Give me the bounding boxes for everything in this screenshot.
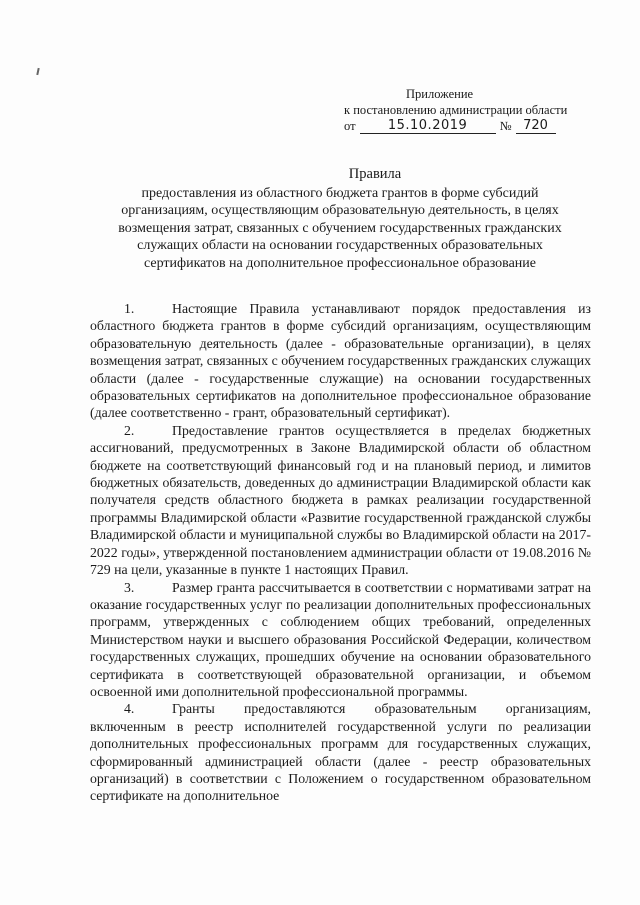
resolution-date: 15.10.2019 <box>360 119 496 134</box>
appendix-date-number-line <box>344 118 589 134</box>
from-label: от <box>344 119 356 133</box>
paragraph-number: 2. <box>124 422 135 438</box>
paragraph-number: 1. <box>124 301 135 316</box>
paragraph-4 <box>90 700 591 804</box>
paragraph-number: 3. <box>124 579 135 595</box>
document-body <box>90 300 591 805</box>
paragraph-text: Гранты предоставляются образовательным организациям, включенным в реестр исполнителей государственной услуги по реализации дополнительных профессиональных программ для государственных служащих, сформированный администрацией области (далее - реестр образовательных организаций) в соответствии с Положением о государственном образовательном сертификате на дополнительное <box>90 701 591 804</box>
scan-speck <box>36 68 39 75</box>
paragraph-text: Предоставление грантов осуществляется в пределах бюджетных ассигнований, предусмотренных в Законе Владимирской области об областном бюджете на соответствующий финансовый год и на плановый период, и лимитов бюджетных обязательств, доведенных до администрации Владимирской области как получателя средств областного бюджета в рамках реализации государственной программы Владимирской области «Развитие государственной гражданской службы Владимирской области и муниципальной службы во Владимирской области на 2017-2022 годы», утвержденной постановлением администрации области от 19.08.2016 № 729 на цели, указанные в пункте 1 настоящих Правил. <box>90 422 591 578</box>
paragraph-text: Настоящие Правила устанавливают порядок предоставления из областного бюджета грантов в форме субсидий организациям, осуществляющим образовательную деятельность (далее - образовательные организации), в целях возмещения затрат, связанных с обучением государственных гражданских служащих области (далее - государственные служащие) на основании государственных образовательных сертификатов на дополнительное профессиональное образование (далее соответственно - грант, образовательный сертификат). <box>90 301 591 421</box>
appendix-title: Приложение <box>406 87 474 101</box>
paragraph-number: 4. <box>124 701 135 717</box>
title-subtitle: предоставления из областного бюджета грантов в форме субсидий организациям, осуществляющим образовательную деятельность, в целях возмещения затрат, связанных с обучением государственных гражданских служащих области на основании государственных образовательных сертификатов на дополнительное профессиональное образование <box>118 185 562 271</box>
resolution-number: 720 <box>516 119 556 134</box>
number-label: № <box>499 119 512 133</box>
paragraph-3 <box>90 579 591 701</box>
title-heading: Правила <box>348 166 402 182</box>
document-title <box>100 166 580 272</box>
appendix-resolution-line: к постановлению администрации области <box>344 103 568 117</box>
paragraph-2 <box>90 422 591 579</box>
paragraph-text: Размер гранта рассчитывается в соответствии с нормативами затрат на оказание государственных услуг по реализации дополнительных профессиональных программ, утвержденных с соблюдением общих требований, определенных Министерством науки и высшего образования Российской Федерации, количеством государственных служащих, прошедших обучение на основании образовательного сертификата в соответствующей образовательной организации, и объемом освоенной ими дополнительной профессиональной программы. <box>90 579 591 699</box>
appendix-block <box>344 86 589 134</box>
paragraph-1 <box>90 300 591 422</box>
